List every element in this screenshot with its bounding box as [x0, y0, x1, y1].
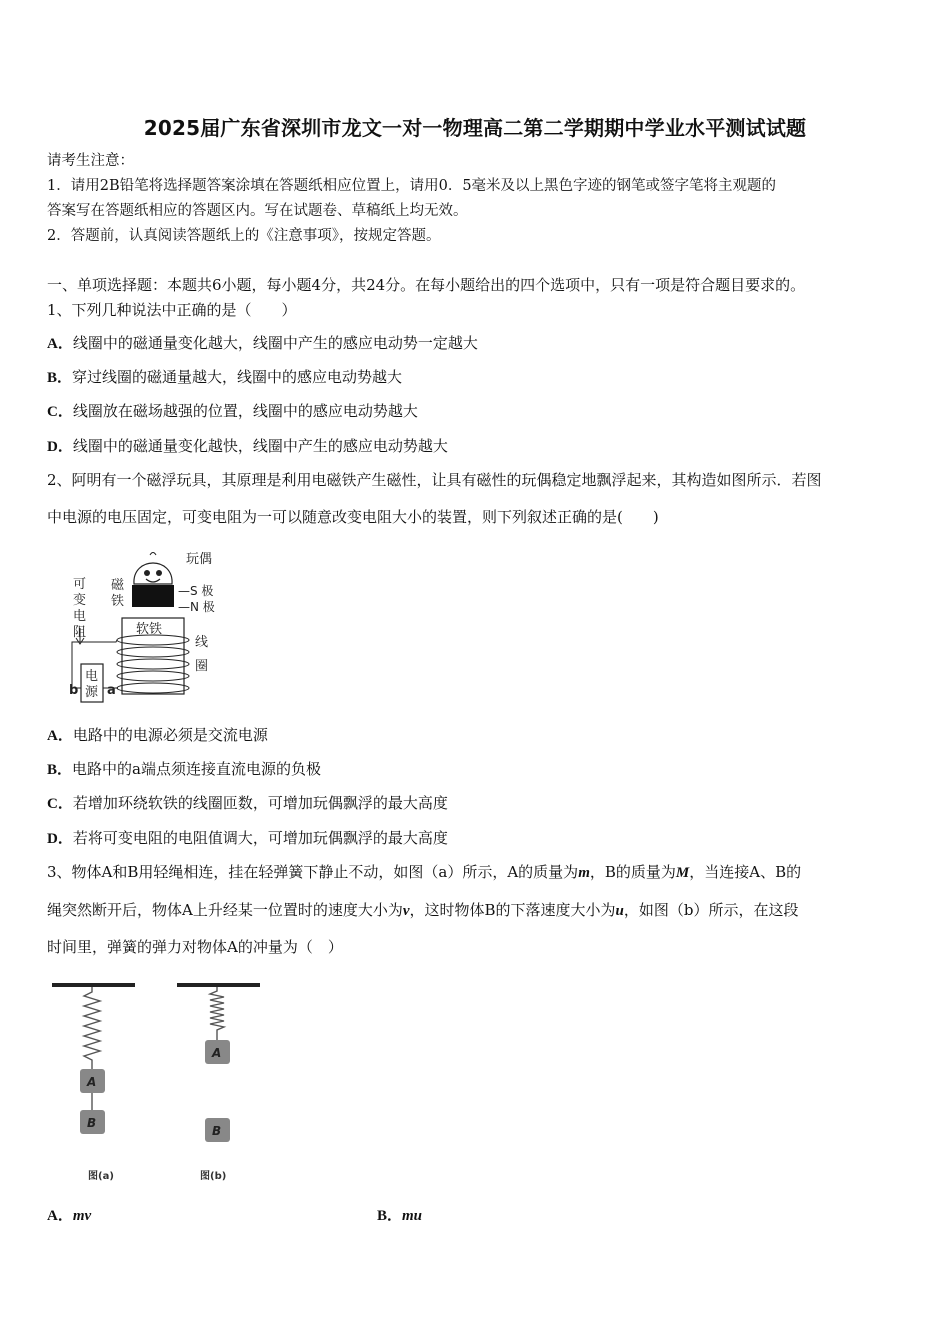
resistor-label-2: 变 [73, 593, 87, 608]
q1-stem: 1、下列几种说法中正确的是（ ） [47, 301, 297, 319]
section-heading: 一、单项选择题：本题共6小题，每小题4分，共24分。在每小题给出的四个选项中，只有一项是符合题目要求的。 [47, 276, 806, 294]
page-title: 2025届广东省深圳市龙文一对一物理高二第二学期期中学业水平测试试题 [143, 116, 807, 140]
notice-item-1-line-2: 答案写在答题纸相应的答题区内。写在试题卷、草稿纸上均无效。 [47, 203, 468, 219]
var-v: v [402, 903, 410, 919]
block-a-label-fig-a: A [87, 1075, 97, 1089]
soft-iron-label: 软铁 [136, 622, 163, 637]
q2-stem-line-2: 中电源的电压固定，可变电阻为一可以随意改变电阻大小的装置，则下列叙述正确的是( ) [47, 508, 659, 526]
notice-heading: 请考生注意： [47, 153, 134, 169]
q1-option-b[interactable]: B．穿过线圈的磁通量越大，线圈中的感应电动势越大 [47, 368, 403, 386]
block-a-label-fig-b: A [212, 1046, 222, 1060]
resistor-label-3: 电 [73, 609, 87, 624]
spring-b [210, 987, 224, 1040]
s-pole-label: —S 极 [178, 584, 214, 598]
ceiling-bar-b [177, 983, 260, 987]
n-pole-label: —N 极 [178, 600, 215, 614]
q2-stem-line-1: 2、阿明有一个磁浮玩具，其原理是利用电磁铁产生磁性，让具有磁性的玩偶稳定地飘浮起来，其构造如图所示．若图 [47, 471, 822, 489]
magnet-label-2: 铁 [111, 594, 125, 609]
coil-label-1: 线 [195, 635, 209, 650]
q2-option-d[interactable]: D．若将可变电阻的电阻值调大，可增加玩偶飘浮的最大高度 [47, 829, 448, 847]
q2-option-a[interactable]: A．电路中的电源必须是交流电源 [47, 726, 268, 744]
block-b-label-fig-a: B [87, 1116, 97, 1130]
var-m: m [578, 865, 590, 881]
q1-option-d[interactable]: D．线圈中的磁通量变化越快，线圈中产生的感应电动势越大 [47, 437, 448, 455]
var-M: M [675, 865, 690, 881]
q3-option-a[interactable]: A．mv [47, 1208, 92, 1224]
q3-stem-line-3: 时间里，弹簧的弹力对物体A的冲量为（ ） [47, 938, 343, 956]
notice-item-2: 2．答题前，认真阅读答题纸上的《注意事项》，按规定答题。 [47, 228, 441, 244]
resistor-label-1: 可 [73, 577, 87, 592]
toy-doll [134, 553, 172, 585]
ceiling-bar-a [52, 983, 135, 987]
power-source-label-2: 源 [85, 685, 99, 700]
terminal-b-label: b [69, 683, 79, 698]
power-source-label-1: 电 [85, 669, 99, 684]
maglev-toy-figure [62, 542, 242, 704]
q1-option-a[interactable]: A．线圈中的磁通量变化越大，线圈中产生的感应电动势一定越大 [47, 334, 478, 352]
q3-option-b[interactable]: B．mu [377, 1208, 423, 1224]
var-u: u [615, 903, 624, 919]
spring-figure-a [50, 978, 140, 1188]
q2-option-b[interactable]: B．电路中的a端点须连接直流电源的负极 [47, 760, 321, 778]
spring-figure-b [175, 978, 265, 1188]
terminal-a-label: a [107, 683, 116, 698]
q1-option-c[interactable]: C．线圈放在磁场越强的位置，线圈中的感应电动势越大 [47, 402, 418, 420]
q3-stem-line-2: 绳突然断开后，物体A上升经某一位置时的速度大小为v，这时物体B的下落速度大小为u，如图（b）所示，在这段 [47, 901, 799, 919]
toy-label: 玩偶 [186, 552, 213, 567]
magnet-block [132, 585, 174, 607]
q2-option-c[interactable]: C．若增加环绕软铁的线圈匝数，可增加玩偶飘浮的最大高度 [47, 794, 448, 812]
resistor-label-4: 阻 [73, 625, 87, 640]
block-b-label-fig-b: B [212, 1124, 222, 1138]
notice-item-1-line-1: 1．请用2B铅笔将选择题答案涂填在答题纸相应位置上，请用0．5毫米及以上黑色字迹的钢笔或签字笔将主观题的 [47, 178, 777, 194]
magnet-label-1: 磁 [111, 578, 125, 593]
spring-a [84, 987, 100, 1070]
caption-fig-b: 图(b) [200, 1171, 227, 1182]
coil-label-2: 圈 [195, 659, 209, 674]
caption-fig-a: 图(a) [88, 1171, 114, 1182]
q3-stem-line-1: 3、物体A和B用轻绳相连，挂在轻弹簧下静止不动，如图（a）所示，A的质量为m，B的质量为M，当连接A、B的 [47, 863, 802, 881]
